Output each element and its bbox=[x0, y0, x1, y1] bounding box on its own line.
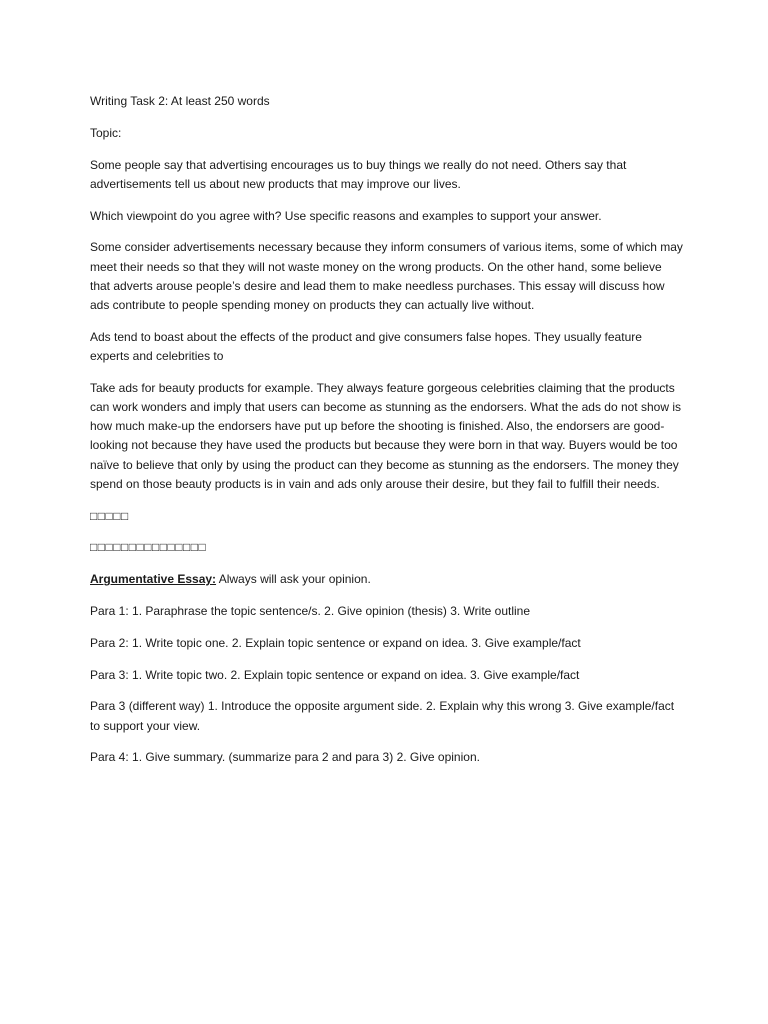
outline-para-3: Para 3: 1. Write topic two. 2. Explain topic sentence or expand on idea. 3. Give example/fact bbox=[90, 667, 580, 682]
question-paragraph: Which viewpoint do you agree with? Use specific reasons and examples to support your answer. bbox=[90, 208, 602, 223]
placeholder-glyph-line-2: □□□□□□□□□□□□□□□ bbox=[90, 540, 207, 555]
essay-body-1: Ads tend to boast about the effects of the product and give consumers false hopes. They usually feature experts and celebrities to bbox=[90, 329, 642, 363]
outline-para-1: Para 1: 1. Paraphrase the topic sentence/s. 2. Give opinion (thesis) 3. Write outline bbox=[90, 604, 531, 618]
outline-para-4: Para 4: 1. Give summary. (summarize para 2 and para 3) 2. Give opinion. bbox=[90, 750, 480, 765]
argumentative-essay-line bbox=[90, 570, 684, 589]
outline-para-3-alt: Para 3 (different way) 1. Introduce the opposite argument side. 2. Explain why this wrong 3. Give example/fact to support your view. bbox=[90, 699, 675, 733]
outline-para-2: Para 2: 1. Write topic one. 2. Explain topic sentence or expand on idea. 3. Give example/fact bbox=[90, 635, 581, 650]
document-page bbox=[90, 92, 684, 780]
essay-intro: Some consider advertisements necessary because they inform consumers of various items, some of which may meet their needs so that they will not waste money on the wrong products. On the other hand, some believe that adverts arouse people’s desire and lead them to make needless purchases. This essay will discuss how ads contribute to people spending money on products they can actually live without. bbox=[90, 240, 683, 312]
argumentative-essay-text: Always will ask your opinion. bbox=[216, 572, 371, 587]
argumentative-essay-heading: Argumentative Essay: bbox=[90, 572, 217, 587]
placeholder-glyph-line-1: □□□□□ bbox=[90, 508, 129, 523]
topic-label: Topic: bbox=[90, 125, 122, 140]
essay-body-2: Take ads for beauty products for example. They always feature gorgeous celebrities claiming that the products can work wonders and imply that users can become as stunning as the endorsers. What the ads do not show is how much make-up the endorsers have put up before the shooting is finished. Also, the endorsers are good-looking not because they have used the products but because they were born in that way. Buyers would be too naïve to believe that only by using the product can they become as stunning as the endorsers. The money they spend on those beauty products is in vain and ads only arouse their desire, but they fail to fulfill their needs. bbox=[90, 380, 681, 491]
prompt-paragraph: Some people say that advertising encourages us to buy things we really do not need. Others say that advertisements tell us about new products that may improve our lives. bbox=[90, 157, 627, 191]
task-title: Writing Task 2: At least 250 words bbox=[90, 94, 270, 108]
